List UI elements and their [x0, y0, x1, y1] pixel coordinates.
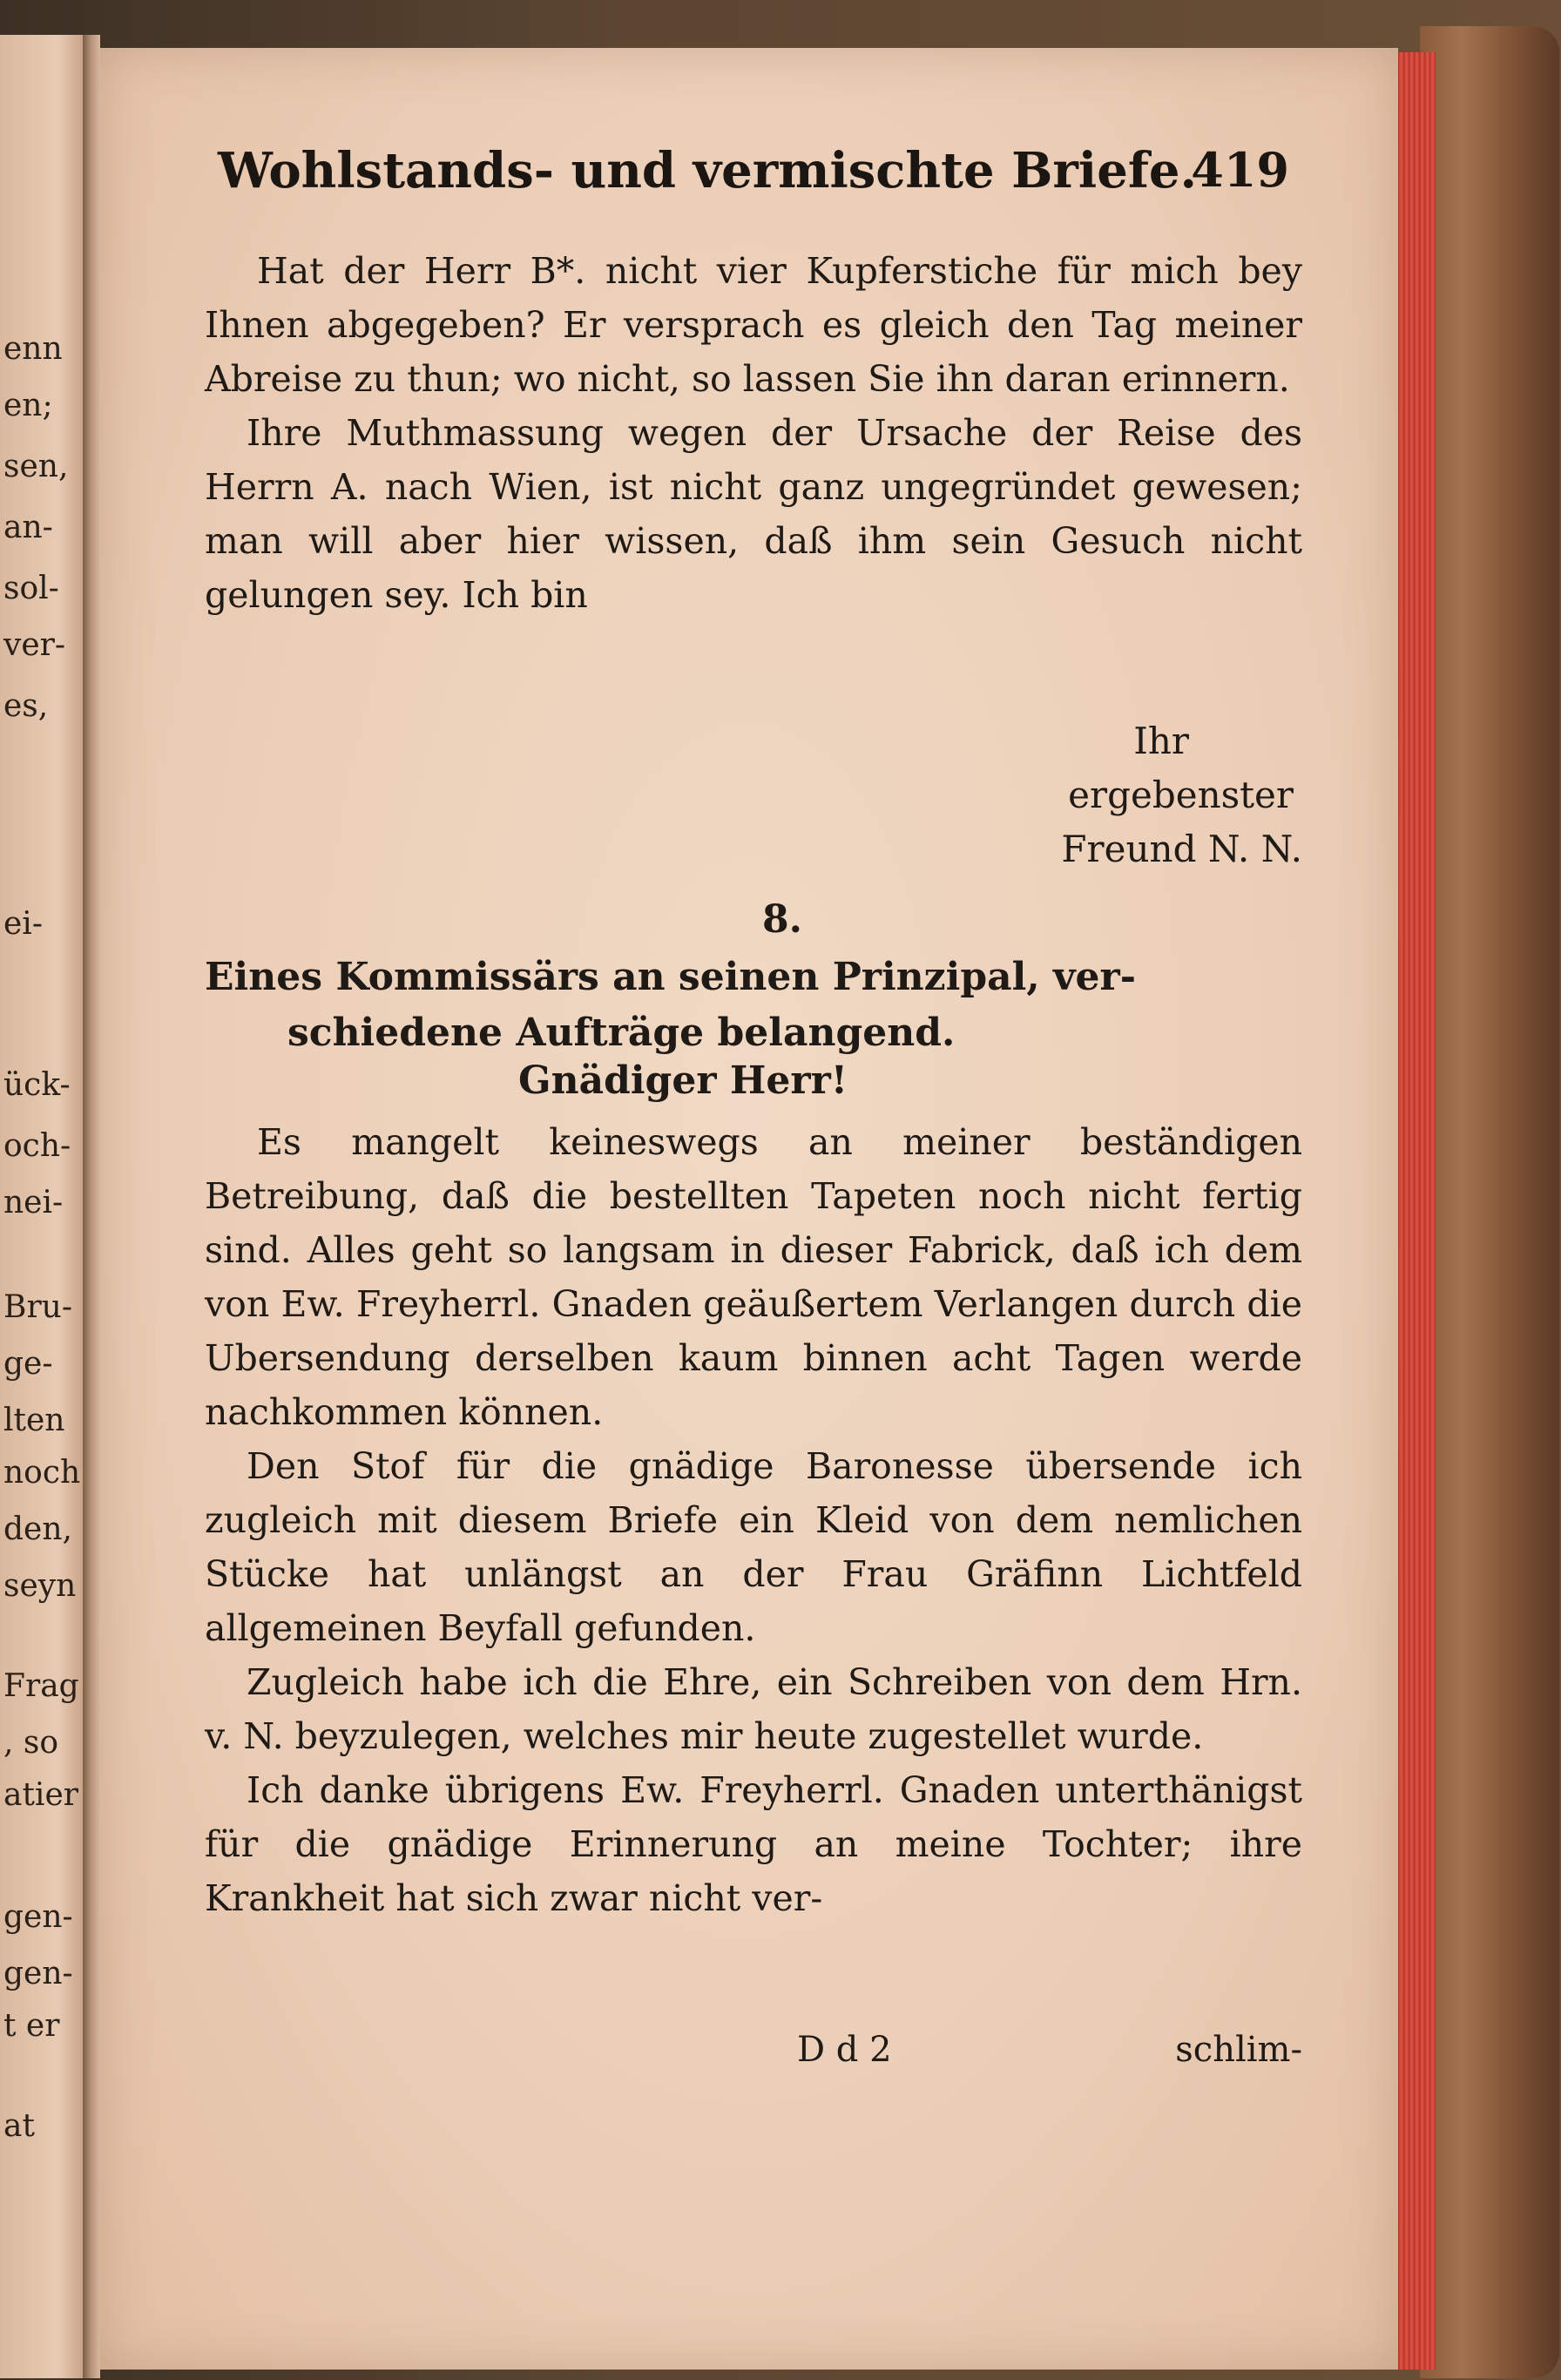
left-page-fragment: och-	[3, 1128, 71, 1164]
paragraph: Zugleich habe ich die Ehre, ein Schreiben von dem Hrn. v. N. beyzulegen, welches mir heute zugestellet wurde.	[205, 1661, 1302, 1757]
running-title: Wohlstands- und vermischte Briefe.	[218, 142, 1198, 199]
left-page-fragment: an-	[3, 510, 53, 545]
paragraph: Den Stof für die gnädige Baronesse übersende ich zugleich mit diesem Briefe ein Kleid von dem nemlichen Stücke hat unlängst an der Frau Gräfinn Lichtfeld allgemeinen Beyfall gefunden.	[205, 1445, 1302, 1649]
left-page-fragment: seyn	[3, 1568, 77, 1604]
letter-number: 8.	[762, 897, 802, 942]
heading-line: schiedene Aufträge belangend.	[287, 1011, 956, 1055]
letter-heading	[205, 950, 1302, 1061]
left-page-fragment: sen,	[3, 449, 69, 484]
red-page-edge	[1394, 52, 1436, 2370]
left-page-edge	[0, 35, 83, 2378]
paragraph: Hat der Herr B*. nicht vier Kupferstiche für mich bey Ihnen abgegeben? Er versprach es gleich den Tag meiner Abreise zu thun; wo nicht, so lassen Sie ihn daran erinnern.	[205, 250, 1302, 400]
letter-closing	[205, 714, 1302, 876]
paragraph: Es mangelt keineswegs an meiner beständigen Betreibung, daß die bestellten Tapeten noch nicht fertig sind. Alles geht so langsam in dieser Fabrick, daß ich dem von Ew. Freyherrl. Gnaden geäußertem Verlangen durch die Ubersendung derselben kaum binnen acht Tagen werde nachkommen können.	[205, 1121, 1302, 1433]
running-head	[218, 142, 1289, 212]
left-page-fragment: Bru-	[3, 1289, 73, 1325]
left-page-fragment: en;	[3, 388, 53, 423]
letter-body-previous	[205, 244, 1302, 622]
letter-body	[205, 1115, 1302, 1925]
catchword: schlim-	[1175, 2030, 1302, 2070]
signature-line: Freund N. N.	[1061, 828, 1302, 870]
left-page-fragment: es,	[3, 688, 49, 724]
heading-line: Eines Kommissärs an seinen Prinzipal, ver-	[205, 955, 1136, 999]
left-page-fragment: Frag	[3, 1668, 79, 1704]
left-page-fragment: ge-	[3, 1346, 53, 1382]
left-page-fragment: t er	[3, 2008, 60, 2044]
paragraph: Ihre Muthmassung wegen der Ursache der Reise des Herrn A. nach Wien, ist nicht ganz ungegründet gewesen; man will aber hier wissen, daß ihm sein Gesuch nicht gelungen sey. Ich bin	[205, 412, 1302, 616]
book-cover	[1420, 26, 1559, 2378]
left-page-fragment: enn	[3, 331, 63, 367]
paragraph: Ich danke übrigens Ew. Freyherrl. Gnaden unterthänigst für die gnädige Erinnerung an meine Tochter; ihre Krankheit hat sich zwar nicht ver-	[205, 1769, 1302, 1919]
left-page-fragment: lten	[3, 1403, 65, 1438]
left-page-fragment: atier	[3, 1777, 78, 1813]
left-page-fragment: nei-	[3, 1185, 64, 1220]
left-page-fragment: sol-	[3, 571, 59, 606]
page-number: 419	[1191, 142, 1289, 198]
left-page-fragment: ver-	[3, 627, 66, 663]
closing-line: ergebenster	[1068, 774, 1294, 816]
salutation: Gnädiger Herr!	[518, 1058, 848, 1103]
left-page-fragment: , so	[3, 1725, 59, 1761]
left-page-fragment: noch	[3, 1455, 81, 1491]
left-page-fragment: den,	[3, 1511, 72, 1547]
left-page-fragment: ei-	[3, 906, 43, 942]
closing-line: Ihr	[1133, 720, 1189, 762]
page-footer	[205, 2030, 1302, 2082]
left-page-fragment: ück-	[3, 1067, 71, 1103]
book-gutter	[83, 35, 100, 2378]
left-page-fragment: gen-	[3, 1956, 73, 1991]
left-page-fragment: gen-	[3, 1899, 73, 1935]
book-page	[100, 48, 1398, 2370]
signature-mark: D d 2	[797, 2030, 892, 2070]
left-page-fragment: at	[3, 2108, 35, 2144]
